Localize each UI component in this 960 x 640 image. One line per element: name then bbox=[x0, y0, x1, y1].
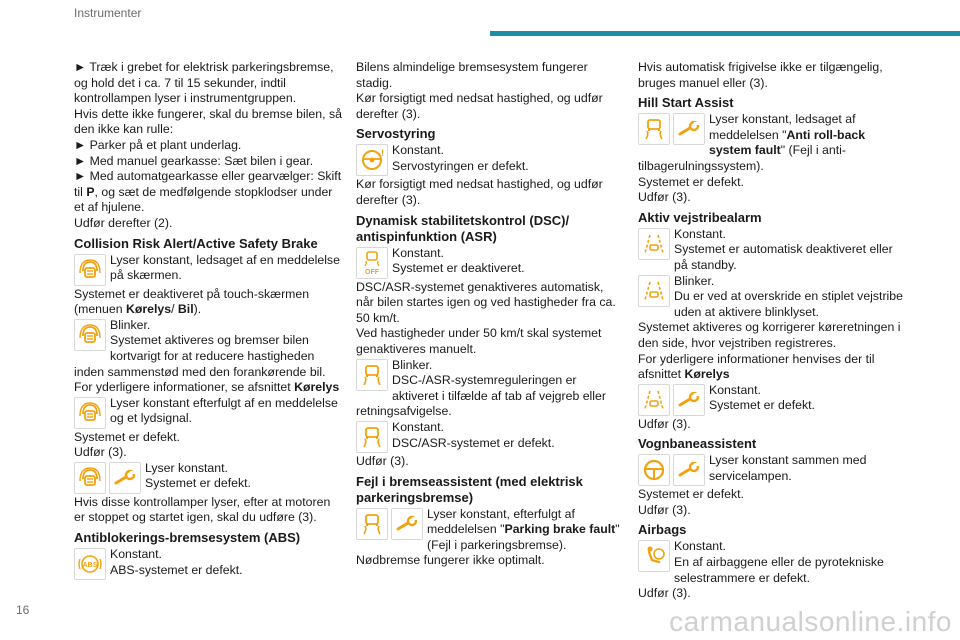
header-title: Instrumenter bbox=[74, 6, 142, 20]
collision-warning-icon bbox=[74, 462, 106, 494]
section-heading: Airbags bbox=[638, 522, 687, 538]
section-heading: Fejl i bremseassistent (med elektrisk parkeringsbremse) bbox=[356, 473, 583, 505]
text: Du er ved at overskride en stiplet vejstribe uden at aktivere blinklyset. bbox=[674, 289, 903, 319]
text: Nødbremse fungerer ikke optimalt. bbox=[356, 553, 545, 568]
text: Udfør (3). bbox=[74, 445, 127, 460]
entry bbox=[74, 253, 342, 287]
text: En af airbaggene eller de pyrotekniske selestrammere er defekt. bbox=[674, 555, 884, 585]
entry bbox=[638, 453, 906, 487]
text: Lyser konstant efterfulgt af en meddelelse og et lydsignal. bbox=[110, 395, 338, 426]
wrench-icon bbox=[391, 508, 423, 540]
text: Udfør (3). bbox=[638, 190, 691, 205]
text: Systemet er deaktiveret på touch-skærmen (menuen Kørelys/ Bil). bbox=[74, 286, 310, 317]
entry bbox=[356, 507, 624, 554]
collision-warning-icon bbox=[74, 254, 106, 286]
text: Konstant. bbox=[709, 382, 761, 397]
text: Systemet er defekt. bbox=[638, 487, 744, 502]
airbag-icon bbox=[638, 540, 670, 572]
svg-text:ABS: ABS bbox=[82, 562, 98, 570]
text: Blinker. bbox=[110, 317, 151, 332]
section-heading: Dynamisk stabilitetskontrol (DSC)/ antispinfunktion (ASR) bbox=[356, 212, 570, 244]
text: Servostyringen er defekt. bbox=[392, 158, 529, 173]
entry bbox=[74, 461, 342, 495]
column-3 bbox=[638, 60, 906, 602]
text: DSC/ASR-systemet er defekt. bbox=[392, 435, 555, 450]
collision-warning-icon bbox=[74, 319, 106, 351]
entry bbox=[638, 383, 906, 417]
steering-wheel-icon bbox=[638, 454, 670, 486]
text: Konstant. bbox=[674, 539, 726, 554]
text: Lyser konstant. bbox=[145, 460, 228, 475]
text: Udfør (3). bbox=[638, 416, 691, 431]
section-heading: Vognbaneassistent bbox=[638, 436, 757, 452]
text: Udfør (3). bbox=[638, 502, 691, 517]
entry bbox=[356, 143, 624, 177]
text: ► Med automatgearkasse eller gearvælger: Skift til P, og sæt de medfølgende stopklodser under et af hjulene. bbox=[74, 169, 342, 215]
text: Systemet er deaktiveret. bbox=[392, 261, 525, 276]
column-2 bbox=[356, 60, 624, 569]
section-heading: Aktiv vejstribealarm bbox=[638, 209, 762, 225]
text: Lyser konstant, ledsaget af meddelelsen "Anti roll-back system fault" (Fejl i anti-tilbagerulningssystem). bbox=[638, 112, 866, 173]
entry bbox=[356, 246, 624, 280]
lane-departure-icon bbox=[638, 275, 670, 307]
page-number: 16 bbox=[16, 603, 30, 617]
text: Lyser konstant, ledsaget af en meddelelse på skærmen. bbox=[110, 252, 340, 283]
text: Systemet aktiveres og bremser bilen kortvarigt for at reducere hastigheden inden sammenstød med den forankørende bil. bbox=[74, 333, 326, 379]
text: ABS-systemet er defekt. bbox=[110, 562, 243, 577]
section-heading: Servostyring bbox=[356, 126, 436, 142]
text: Blinker. bbox=[674, 273, 715, 288]
text: Udfør (3). bbox=[638, 586, 691, 601]
text: For yderligere informationer, se afsnittet Kørelys bbox=[74, 380, 340, 395]
entry bbox=[638, 112, 906, 174]
text: Konstant. bbox=[392, 143, 444, 158]
section-heading: Hill Start Assist bbox=[638, 95, 734, 111]
text: Hvis automatisk frigivelse ikke er tilgængelig, bruges manuel eller (3). bbox=[638, 60, 883, 90]
text: Konstant. bbox=[392, 245, 444, 260]
text: Systemet er automatisk deaktiveret eller på standby. bbox=[674, 242, 893, 272]
lane-departure-icon bbox=[638, 384, 670, 416]
skid-icon bbox=[638, 113, 670, 145]
wrench-icon bbox=[109, 462, 141, 494]
section-heading: Collision Risk Alert/Active Safety Brake bbox=[74, 235, 318, 251]
entry bbox=[638, 539, 906, 586]
wrench-icon bbox=[673, 454, 705, 486]
text: Kør forsigtigt med nedsat hastighed, og udfør derefter (3). bbox=[356, 91, 603, 121]
skid-icon bbox=[356, 508, 388, 540]
text: For yderligere informationer henvises der til afsnittet Kørelys bbox=[638, 351, 875, 382]
text: Systemet er defekt. bbox=[709, 398, 815, 413]
entry bbox=[638, 227, 906, 274]
text: Kør forsigtigt med nedsat hastighed, og udfør derefter (3). bbox=[356, 177, 603, 207]
text: Blinker. bbox=[392, 357, 433, 372]
text: DSC-/ASR-systemreguleringen er aktiveret i tilfælde af tab af vejgreb eller retningsafvigelse. bbox=[356, 373, 606, 419]
text: Lyser konstant, efterfulgt af meddelelsen "Parking brake fault" (Fejl i parkeringsbremse). bbox=[427, 506, 620, 552]
text: ► Træk i grebet for elektrisk parkeringsbremse, og hold det i ca. 7 til 15 sekunder, indtil kontrollampen lyser i instrumentgruppen. bbox=[74, 60, 334, 106]
text: DSC/ASR-systemet genaktiveres automatisk, når bilen startes igen og ved hastigheder fra ca. 50 km/t. bbox=[356, 279, 616, 325]
text: Udfør (3). bbox=[356, 453, 409, 468]
skid-icon bbox=[356, 359, 388, 391]
dsc-off-icon bbox=[356, 247, 388, 279]
entry bbox=[74, 547, 342, 581]
text: Hvis disse kontrollamper lyser, efter at motoren er stoppet og startet igen, skal du udføre (3). bbox=[74, 494, 331, 525]
collision-warning-icon bbox=[74, 397, 106, 429]
text: Konstant. bbox=[392, 419, 444, 434]
text: Bilens almindelige bremsesystem fungerer stadig. bbox=[356, 60, 588, 90]
header-accent-bar bbox=[490, 31, 960, 36]
column-1 bbox=[74, 60, 342, 581]
text: Konstant. bbox=[674, 226, 726, 241]
svg-text:OFF: OFF bbox=[365, 268, 379, 276]
power-steering-icon bbox=[356, 144, 388, 176]
text: Hvis dette ikke fungerer, skal du bremse bilen, så den ikke kan rulle: bbox=[74, 106, 342, 137]
text: ► Parker på et plant underlag. bbox=[74, 137, 242, 152]
text: Ved hastigheder under 50 km/t skal systemet genaktiveres manuelt. bbox=[356, 326, 602, 356]
text: ► Med manuel gearkasse: Sæt bilen i gear. bbox=[74, 153, 314, 168]
wrench-icon bbox=[673, 113, 705, 145]
lane-departure-icon bbox=[638, 228, 670, 260]
text: Systemet aktiveres og korrigerer køreretningen i den side, hvor vejstriben registreres. bbox=[638, 320, 901, 350]
watermark: carmanualsonline.info bbox=[669, 606, 952, 637]
text: Lyser konstant sammen med servicelampen. bbox=[709, 453, 867, 483]
abs-icon bbox=[74, 548, 106, 580]
section-heading: Antiblokerings-bremsesystem (ABS) bbox=[74, 530, 301, 546]
wrench-icon bbox=[673, 384, 705, 416]
text: Udfør derefter (2). bbox=[74, 215, 173, 230]
text: Systemet er defekt. bbox=[74, 429, 180, 444]
entry bbox=[356, 420, 624, 454]
entry bbox=[356, 358, 624, 420]
entry bbox=[638, 274, 906, 321]
entry bbox=[74, 318, 342, 380]
text: Konstant. bbox=[110, 547, 162, 562]
skid-icon bbox=[356, 421, 388, 453]
text: Systemet er defekt. bbox=[638, 174, 744, 189]
text: Systemet er defekt. bbox=[145, 476, 251, 491]
entry bbox=[74, 396, 342, 430]
